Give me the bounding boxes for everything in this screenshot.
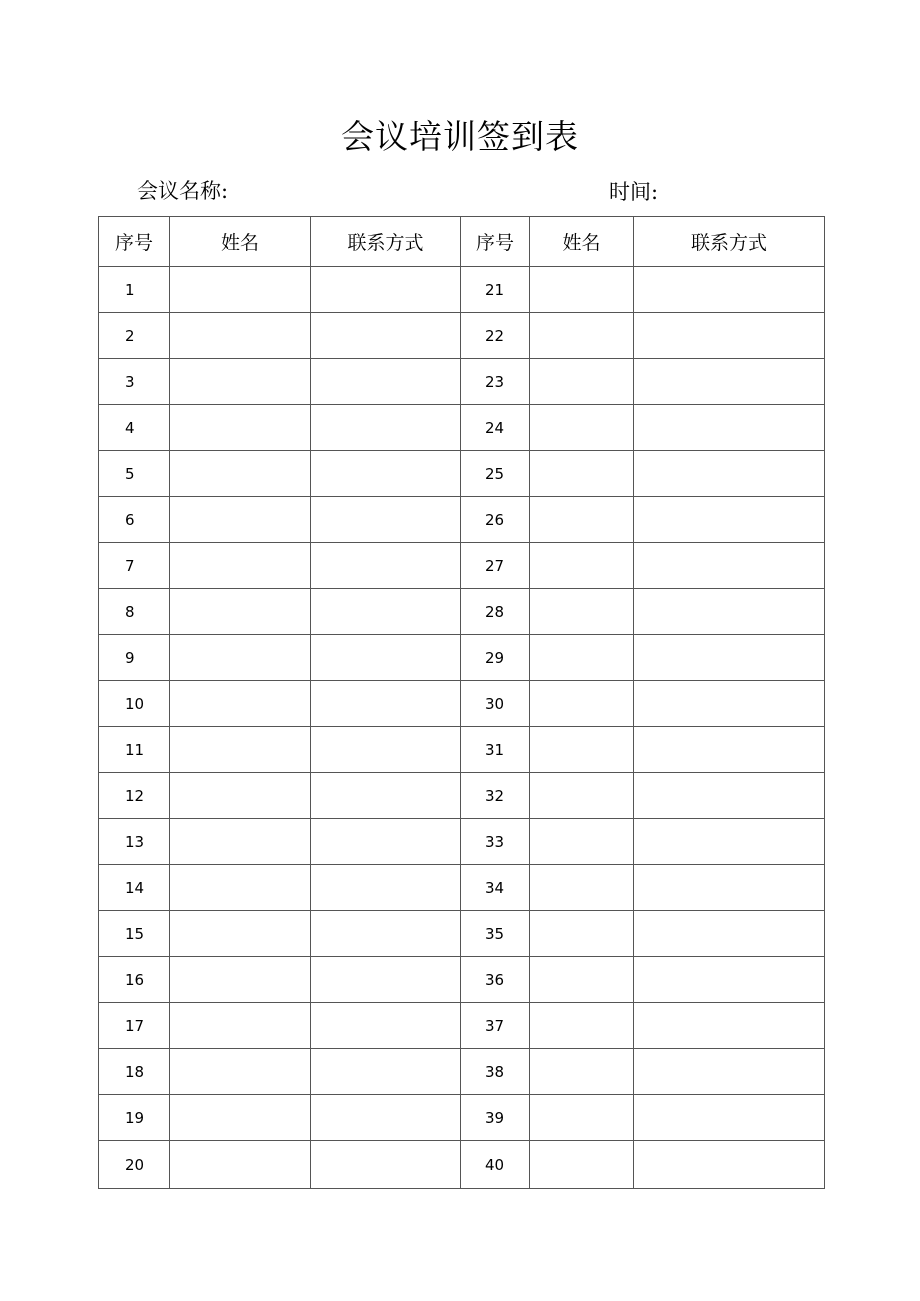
contact-cell-right[interactable] [634, 359, 825, 405]
table-body [99, 267, 825, 1189]
contact-cell-right[interactable] [634, 819, 825, 865]
name-cell-right[interactable] [530, 1095, 634, 1141]
name-cell-left[interactable] [170, 1141, 311, 1189]
name-cell-right[interactable] [530, 957, 634, 1003]
contact-cell-right[interactable] [634, 773, 825, 819]
table-row [99, 635, 825, 681]
name-cell-right[interactable] [530, 589, 634, 635]
name-cell-right[interactable] [530, 865, 634, 911]
contact-cell-right[interactable] [634, 957, 825, 1003]
serial-cell-right: 27 [461, 543, 530, 589]
name-cell-left[interactable] [170, 589, 311, 635]
serial-cell-left: 10 [99, 681, 170, 727]
serial-cell-left: 14 [99, 865, 170, 911]
name-cell-right[interactable] [530, 773, 634, 819]
serial-cell-left: 7 [99, 543, 170, 589]
contact-cell-left[interactable] [311, 865, 461, 911]
contact-cell-right[interactable] [634, 727, 825, 773]
name-cell-left[interactable] [170, 451, 311, 497]
serial-cell-left: 16 [99, 957, 170, 1003]
contact-cell-left[interactable] [311, 267, 461, 313]
serial-cell-left: 1 [99, 267, 170, 313]
contact-cell-right[interactable] [634, 1003, 825, 1049]
contact-cell-right[interactable] [634, 1141, 825, 1189]
contact-cell-left[interactable] [311, 1003, 461, 1049]
serial-cell-left: 15 [99, 911, 170, 957]
name-cell-left[interactable] [170, 681, 311, 727]
contact-cell-right[interactable] [634, 405, 825, 451]
serial-cell-left: 3 [99, 359, 170, 405]
table-row [99, 543, 825, 589]
contact-cell-right[interactable] [634, 1049, 825, 1095]
meeting-name-label: 会议名称: [137, 179, 229, 203]
table-row [99, 681, 825, 727]
name-cell-right[interactable] [530, 405, 634, 451]
name-cell-left[interactable] [170, 543, 311, 589]
table-row [99, 267, 825, 313]
name-cell-right[interactable] [530, 313, 634, 359]
serial-cell-right: 30 [461, 681, 530, 727]
serial-cell-right: 40 [461, 1141, 530, 1189]
serial-cell-right: 33 [461, 819, 530, 865]
name-cell-left[interactable] [170, 635, 311, 681]
contact-cell-left[interactable] [311, 635, 461, 681]
serial-cell-left: 17 [99, 1003, 170, 1049]
name-cell-right[interactable] [530, 1003, 634, 1049]
contact-cell-left[interactable] [311, 819, 461, 865]
contact-cell-right[interactable] [634, 681, 825, 727]
contact-cell-right[interactable] [634, 313, 825, 359]
name-cell-left[interactable] [170, 359, 311, 405]
name-cell-right[interactable] [530, 681, 634, 727]
name-cell-right[interactable] [530, 359, 634, 405]
table-row [99, 497, 825, 543]
contact-cell-left[interactable] [311, 1095, 461, 1141]
table-row [99, 727, 825, 773]
serial-cell-right: 32 [461, 773, 530, 819]
table-row [99, 313, 825, 359]
contact-cell-left[interactable] [311, 313, 461, 359]
table-row [99, 773, 825, 819]
table-row [99, 451, 825, 497]
serial-cell-right: 26 [461, 497, 530, 543]
name-cell-right[interactable] [530, 267, 634, 313]
name-cell-left[interactable] [170, 1003, 311, 1049]
table-row [99, 865, 825, 911]
name-cell-left[interactable] [170, 267, 311, 313]
contact-cell-right[interactable] [634, 543, 825, 589]
serial-cell-left: 11 [99, 727, 170, 773]
name-cell-right[interactable] [530, 543, 634, 589]
header-contact-right: 联系方式 [634, 217, 825, 267]
name-cell-left[interactable] [170, 497, 311, 543]
name-cell-left[interactable] [170, 957, 311, 1003]
table-row [99, 957, 825, 1003]
contact-cell-left[interactable] [311, 1049, 461, 1095]
header-serial-right: 序号 [461, 217, 530, 267]
name-cell-left[interactable] [170, 1095, 311, 1141]
contact-cell-left[interactable] [311, 957, 461, 1003]
table-row [99, 1003, 825, 1049]
serial-cell-left: 20 [99, 1141, 170, 1189]
table-row [99, 1049, 825, 1095]
serial-cell-right: 22 [461, 313, 530, 359]
name-cell-left[interactable] [170, 911, 311, 957]
name-cell-right[interactable] [530, 497, 634, 543]
table-row [99, 1141, 825, 1189]
name-cell-right[interactable] [530, 819, 634, 865]
contact-cell-right[interactable] [634, 911, 825, 957]
table-row [99, 819, 825, 865]
serial-cell-left: 13 [99, 819, 170, 865]
serial-cell-left: 8 [99, 589, 170, 635]
serial-cell-right: 35 [461, 911, 530, 957]
name-cell-left[interactable] [170, 727, 311, 773]
header-name-left: 姓名 [170, 217, 311, 267]
serial-cell-left: 2 [99, 313, 170, 359]
contact-cell-right[interactable] [634, 635, 825, 681]
contact-cell-left[interactable] [311, 1141, 461, 1189]
name-cell-right[interactable] [530, 727, 634, 773]
contact-cell-left[interactable] [311, 773, 461, 819]
name-cell-left[interactable] [170, 773, 311, 819]
contact-cell-right[interactable] [634, 1095, 825, 1141]
serial-cell-right: 24 [461, 405, 530, 451]
serial-cell-left: 6 [99, 497, 170, 543]
serial-cell-left: 9 [99, 635, 170, 681]
contact-cell-right[interactable] [634, 267, 825, 313]
name-cell-right[interactable] [530, 911, 634, 957]
serial-cell-right: 34 [461, 865, 530, 911]
contact-cell-right[interactable] [634, 451, 825, 497]
serial-cell-right: 23 [461, 359, 530, 405]
name-cell-left[interactable] [170, 405, 311, 451]
sign-in-table [98, 216, 825, 1189]
meeting-time-label: 时间: [609, 180, 659, 204]
serial-cell-right: 38 [461, 1049, 530, 1095]
contact-cell-left[interactable] [311, 359, 461, 405]
serial-cell-right: 31 [461, 727, 530, 773]
name-cell-left[interactable] [170, 819, 311, 865]
serial-cell-right: 21 [461, 267, 530, 313]
name-cell-right[interactable] [530, 451, 634, 497]
serial-cell-right: 39 [461, 1095, 530, 1141]
name-cell-right[interactable] [530, 635, 634, 681]
contact-cell-right[interactable] [634, 589, 825, 635]
serial-cell-left: 4 [99, 405, 170, 451]
contact-cell-left[interactable] [311, 451, 461, 497]
table-row [99, 405, 825, 451]
serial-cell-right: 28 [461, 589, 530, 635]
header-name-right: 姓名 [530, 217, 634, 267]
table-row [99, 589, 825, 635]
serial-cell-left: 12 [99, 773, 170, 819]
name-cell-left[interactable] [170, 865, 311, 911]
serial-cell-right: 25 [461, 451, 530, 497]
serial-cell-left: 19 [99, 1095, 170, 1141]
serial-cell-right: 36 [461, 957, 530, 1003]
contact-cell-left[interactable] [311, 681, 461, 727]
contact-cell-left[interactable] [311, 543, 461, 589]
table-row [99, 1095, 825, 1141]
contact-cell-left[interactable] [311, 589, 461, 635]
contact-cell-left[interactable] [311, 911, 461, 957]
contact-cell-left[interactable] [311, 727, 461, 773]
header-contact-left: 联系方式 [311, 217, 461, 267]
table-header-row [99, 217, 825, 267]
name-cell-right[interactable] [530, 1141, 634, 1189]
contact-cell-right[interactable] [634, 865, 825, 911]
contact-cell-left[interactable] [311, 497, 461, 543]
serial-cell-left: 18 [99, 1049, 170, 1095]
serial-cell-right: 29 [461, 635, 530, 681]
serial-cell-right: 37 [461, 1003, 530, 1049]
header-serial-left: 序号 [99, 217, 170, 267]
serial-cell-left: 5 [99, 451, 170, 497]
table-row [99, 911, 825, 957]
contact-cell-right[interactable] [634, 497, 825, 543]
table-row [99, 359, 825, 405]
name-cell-left[interactable] [170, 1049, 311, 1095]
document-title: 会议培训签到表 [341, 117, 579, 156]
name-cell-left[interactable] [170, 313, 311, 359]
contact-cell-left[interactable] [311, 405, 461, 451]
name-cell-right[interactable] [530, 1049, 634, 1095]
